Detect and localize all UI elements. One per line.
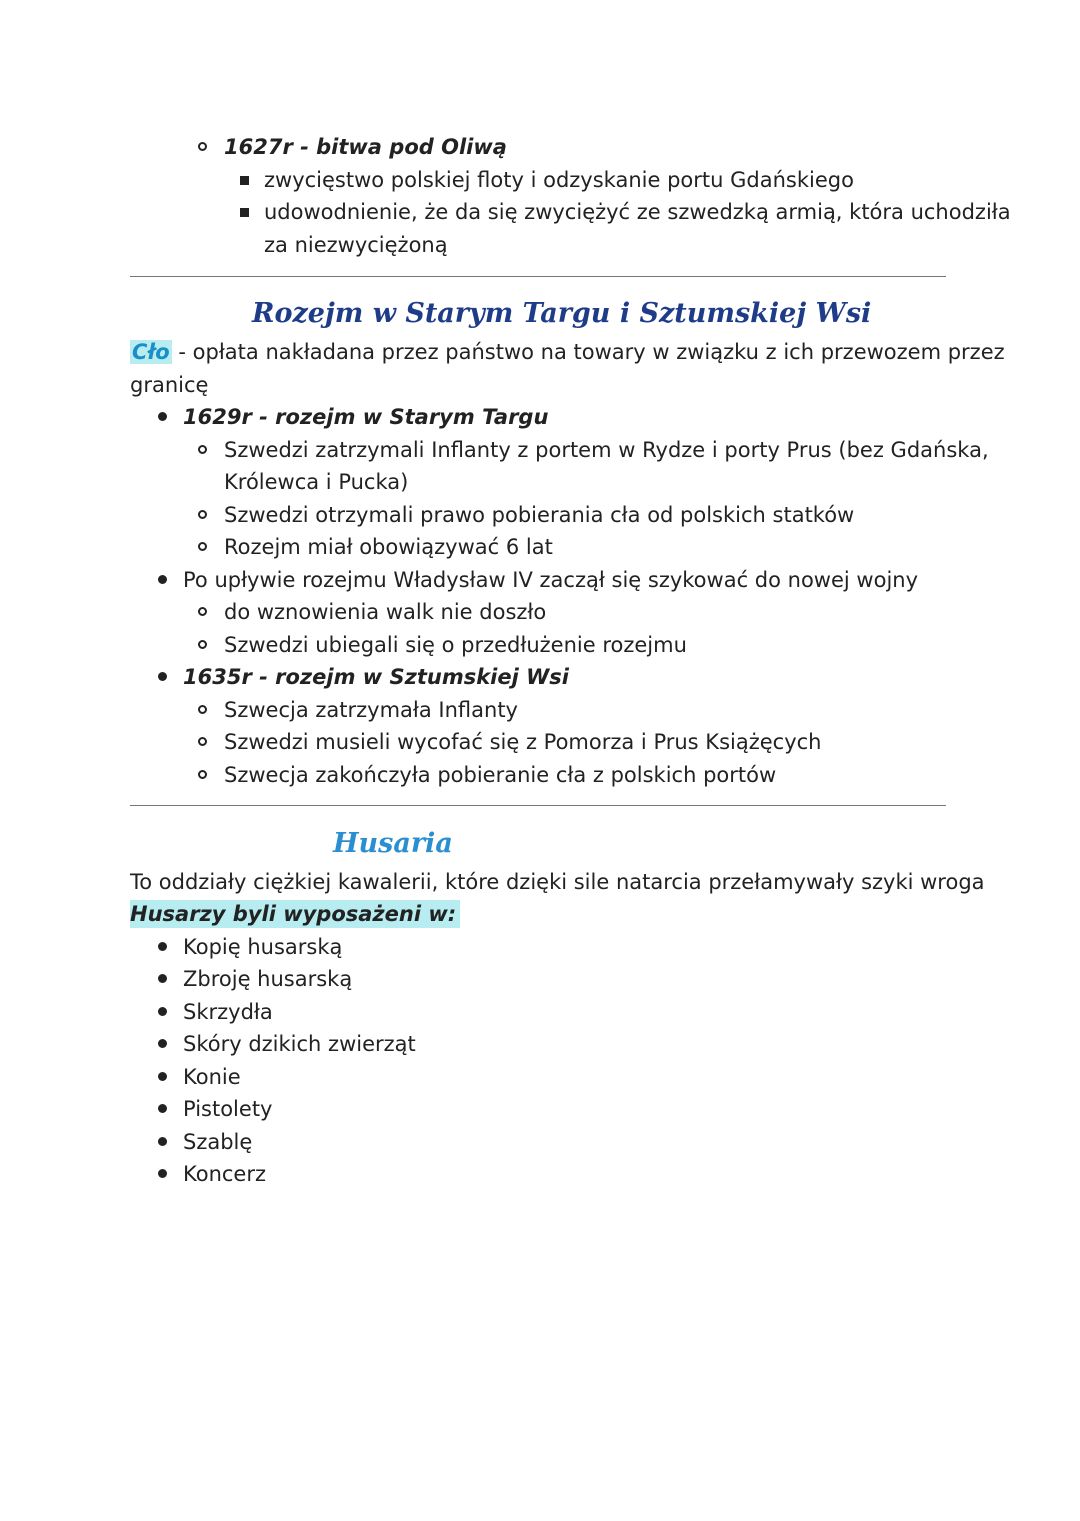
list-item-heading: 1635r - rozejm w Sztumskiej Wsi: [183, 665, 569, 689]
definition-term: Cło: [132, 340, 170, 364]
definition-line: [130, 336, 1005, 368]
list-item: Kopię husarską: [183, 935, 343, 959]
battle-heading: 1627r - bitwa pod Oliwą: [224, 135, 507, 159]
square-bullet-icon: [240, 208, 249, 217]
circle-bullet-icon: [198, 142, 207, 151]
sub-item: Szwecja zatrzymała Inflanty: [224, 698, 518, 722]
bullet-icon: [158, 1072, 167, 1081]
list-item: Konie: [183, 1065, 241, 1089]
list-item: Szablę: [183, 1130, 253, 1154]
list-item: Po upływie rozejmu Władysław IV zaczął się szykować do nowej wojny: [183, 568, 919, 592]
list-item: Koncerz: [183, 1162, 267, 1186]
intro-text: To oddziały ciężkiej kawalerii, które dzięki sile natarcia przełamywały szyki wroga: [130, 870, 985, 894]
equipment-heading: [130, 898, 460, 930]
circle-bullet-icon: [198, 542, 207, 551]
list-item: zwycięstwo polskiej floty i odzyskanie portu Gdańskiego: [264, 168, 854, 192]
list-item-heading: 1629r - rozejm w Starym Targu: [183, 405, 549, 429]
bullet-icon: [158, 1137, 167, 1146]
definition-continuation: granicę: [130, 373, 209, 397]
list-item: Skrzydła: [183, 1000, 273, 1024]
list-item: Pistolety: [183, 1097, 273, 1121]
sub-item: Szwedzi ubiegali się o przedłużenie rozejmu: [224, 633, 687, 657]
sub-item: Szwedzi otrzymali prawo pobierania cła od polskich statków: [224, 503, 855, 527]
circle-bullet-icon: [198, 607, 207, 616]
circle-bullet-icon: [198, 640, 207, 649]
bullet-icon: [158, 575, 167, 584]
sub-item: Szwedzi zatrzymali Inflanty z portem w Rydze i porty Prus (bez Gdańska,: [224, 438, 989, 462]
circle-bullet-icon: [198, 705, 207, 714]
list-item: udowodnienie, że da się zwyciężyć ze szwedzką armią, która uchodziła: [264, 200, 1011, 224]
bullet-icon: [158, 672, 167, 681]
divider: [130, 805, 946, 806]
bullet-icon: [158, 1169, 167, 1178]
bullet-icon: [158, 1104, 167, 1113]
sub-item: Rozejm miał obowiązywać 6 lat: [224, 535, 553, 559]
divider: [130, 276, 946, 277]
bullet-icon: [158, 1007, 167, 1016]
section-title-rozejm: Rozejm w Starym Targu i Sztumskiej Wsi: [252, 298, 872, 329]
list-item: Zbroję husarską: [183, 967, 353, 991]
sub-item-continuation: Królewca i Pucka): [224, 470, 409, 494]
list-item: Skóry dzikich zwierząt: [183, 1032, 416, 1056]
circle-bullet-icon: [198, 445, 207, 454]
sub-item: do wznowienia walk nie doszło: [224, 600, 547, 624]
bullet-icon: [158, 412, 167, 421]
bullet-icon: [158, 942, 167, 951]
section-title-husaria: Husaria: [333, 828, 453, 859]
sub-item: Szwedzi musieli wycofać się z Pomorza i Prus Książęcych: [224, 730, 822, 754]
list-item-continuation: za niezwyciężoną: [264, 233, 448, 257]
definition-text: - opłata nakładana przez państwo na towary w związku z ich przewozem przez: [171, 340, 1005, 364]
sub-item: Szwecja zakończyła pobieranie cła z polskich portów: [224, 763, 777, 787]
circle-bullet-icon: [198, 737, 207, 746]
bullet-icon: [158, 974, 167, 983]
square-bullet-icon: [240, 176, 249, 185]
circle-bullet-icon: [198, 510, 207, 519]
bullet-icon: [158, 1039, 167, 1048]
circle-bullet-icon: [198, 770, 207, 779]
equipment-heading-text: Husarzy byli wyposażeni w:: [130, 900, 460, 928]
